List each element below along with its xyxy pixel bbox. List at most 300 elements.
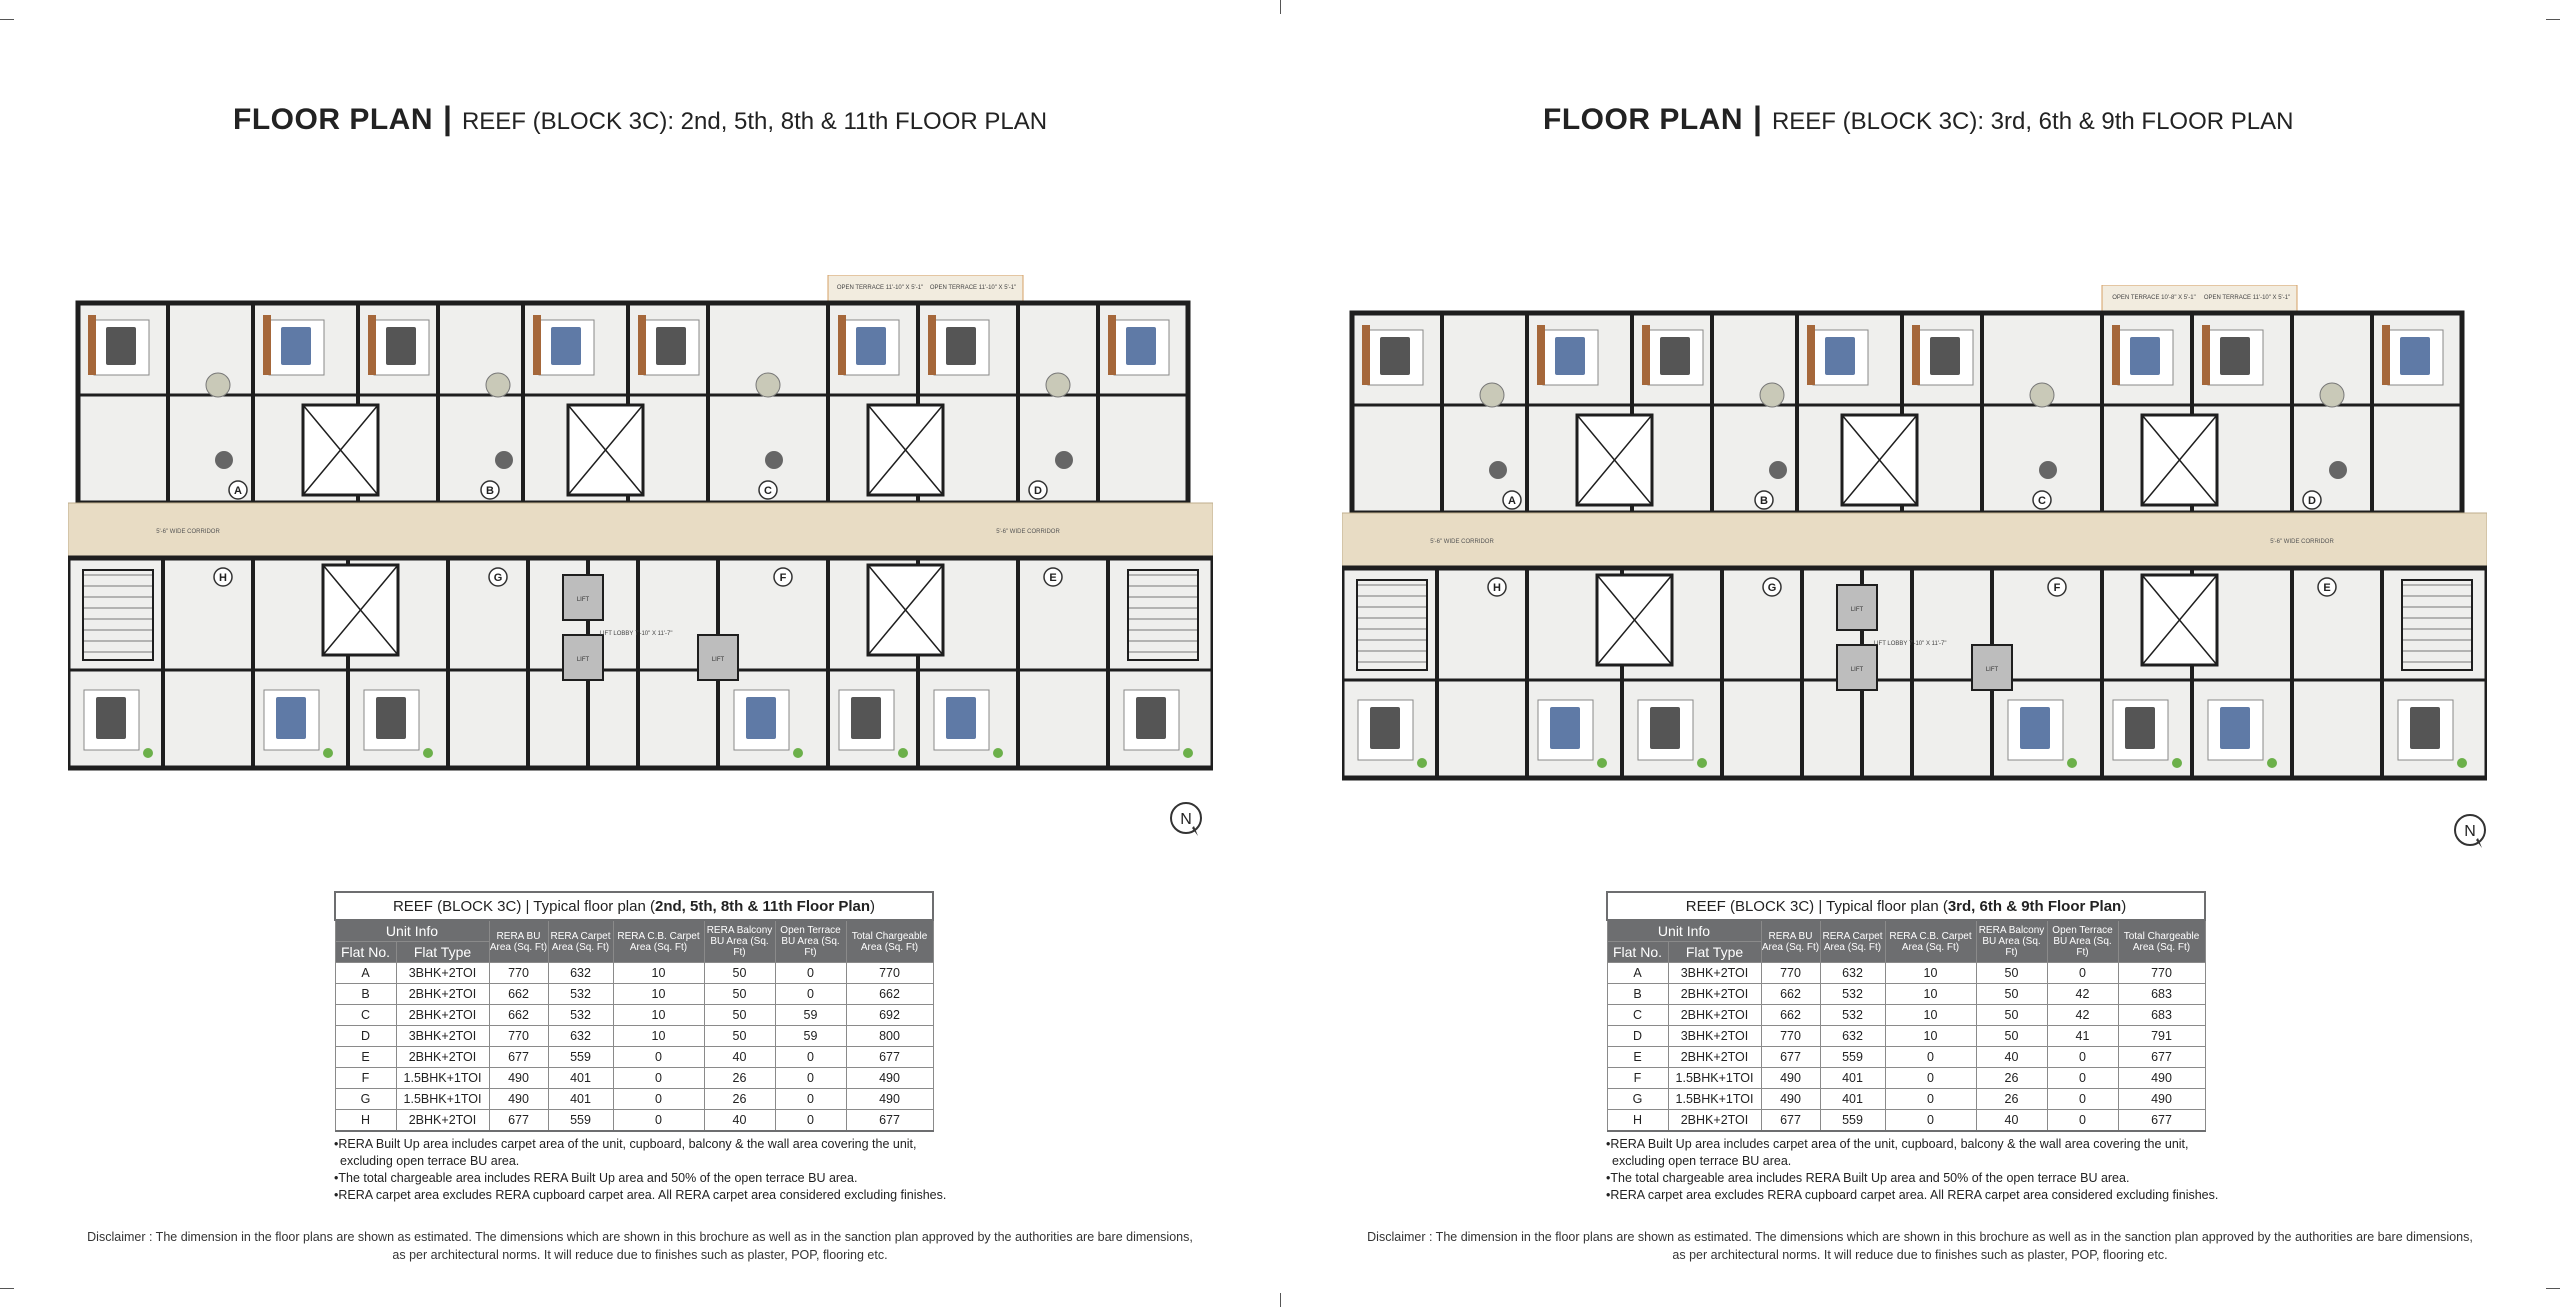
sofa (1055, 451, 1073, 469)
bed (1370, 707, 1400, 749)
table-cell: 632 (1820, 1026, 1885, 1047)
flat-label: C (764, 485, 772, 497)
caption-post: ) (870, 897, 876, 915)
wardrobe (2202, 325, 2210, 385)
corridor-label: 5'-6" WIDE CORRIDOR (2270, 539, 2334, 545)
table-cell: 770 (489, 963, 548, 984)
table-cell: 3BHK+2TOI (396, 963, 489, 984)
plan-drawing (68, 275, 1213, 768)
bed (2220, 337, 2250, 375)
lift-label: LIFT (576, 597, 590, 603)
table-cell: 0 (2047, 1089, 2118, 1110)
table-cell: 26 (704, 1089, 775, 1110)
disclaimer (50, 1228, 1230, 1264)
caption-pre: REEF (BLOCK 3C) | Typical floor plan ( (1685, 897, 1948, 915)
table-caption (1607, 892, 2205, 920)
plant (1417, 758, 1427, 768)
wardrobe (1108, 315, 1116, 375)
area-table (334, 891, 934, 1132)
table-cell: 1.5BHK+1TOI (1668, 1068, 1761, 1089)
table-cell: C (1607, 1005, 1668, 1026)
table-cell: 632 (1820, 963, 1885, 984)
sofa (215, 451, 233, 469)
table-cell: 0 (775, 1089, 846, 1110)
plant (793, 748, 803, 758)
north-label: N (1180, 811, 1192, 828)
plant (2172, 758, 2182, 768)
table-cell: E (335, 1047, 396, 1068)
table-cell: 559 (548, 1110, 613, 1132)
area-table (1606, 891, 2206, 1132)
bed (386, 327, 416, 365)
table-cell: 41 (2047, 1026, 2118, 1047)
flat-label: G (493, 572, 503, 584)
plant (2457, 758, 2467, 768)
header-total-chargeable: Total Chargeable Area (Sq. Ft) (2118, 920, 2205, 963)
table-cell: 0 (2047, 1068, 2118, 1089)
area-table-block (1606, 891, 2219, 1204)
wardrobe (1362, 325, 1370, 385)
table-cell: 3BHK+2TOI (396, 1026, 489, 1047)
table-cell: 770 (1761, 1026, 1820, 1047)
wardrobe (1807, 325, 1815, 385)
bed (946, 327, 976, 365)
table-cell: 3BHK+2TOI (1668, 963, 1761, 984)
table-cell: 1.5BHK+1TOI (396, 1068, 489, 1089)
north-label: N (2464, 823, 2476, 840)
bed (1660, 337, 1690, 375)
header-open-terrace: Open Terrace BU Area (Sq. Ft) (775, 920, 846, 963)
bed (2020, 707, 2050, 749)
page-title (233, 100, 1047, 137)
table-cell: 0 (775, 1110, 846, 1132)
table-cell: 683 (2118, 984, 2205, 1005)
unit-info-header: Unit Info (1607, 920, 1761, 942)
header-rera-balcony: RERA Balcony BU Area (Sq. Ft) (1976, 920, 2047, 963)
table-cell: 0 (775, 963, 846, 984)
table-row (335, 1110, 933, 1132)
table-cell: 59 (775, 1005, 846, 1026)
disclaimer-line: as per architectural norms. It will reduce due to finishes such as plaster, POP, flooring etc. (1672, 1248, 2168, 1262)
table-cell: 26 (1976, 1089, 2047, 1110)
flat-label: B (486, 485, 494, 497)
lift-lobby-label: LIFT LOBBY 7'-10" X 11'-7" (1873, 641, 1947, 647)
table-cell: 490 (846, 1068, 933, 1089)
caption-pre: REEF (BLOCK 3C) | Typical floor plan ( (392, 897, 655, 915)
plant (423, 748, 433, 758)
table-row (1607, 984, 2205, 1005)
bed (2130, 337, 2160, 375)
table-cell: B (1607, 984, 1668, 1005)
bed (656, 327, 686, 365)
table-cell: 2BHK+2TOI (396, 1005, 489, 1026)
table-row (335, 1089, 933, 1110)
flat-label: D (2308, 495, 2316, 507)
table-cell: 401 (1820, 1089, 1885, 1110)
flat-label: E (2323, 582, 2331, 594)
table-cell: 50 (1976, 1005, 2047, 1026)
table-cell: D (1607, 1026, 1668, 1047)
corridor-label: 5'-6" WIDE CORRIDOR (996, 529, 1060, 535)
table-cell: 770 (489, 1026, 548, 1047)
table-cell: 490 (1761, 1089, 1820, 1110)
table-cell: 26 (704, 1068, 775, 1089)
table-cell: B (335, 984, 396, 1005)
table-cell: 490 (489, 1068, 548, 1089)
unit-info-header: Unit Info (335, 920, 489, 942)
table-row (1607, 963, 2205, 984)
table-cell: 1.5BHK+1TOI (1668, 1089, 1761, 1110)
header-total-chargeable: Total Chargeable Area (Sq. Ft) (846, 920, 933, 963)
table-row (1607, 1026, 2205, 1047)
table-cell: 0 (1885, 1047, 1976, 1068)
table-cell: 677 (489, 1110, 548, 1132)
table-cell: 559 (548, 1047, 613, 1068)
dining-table (756, 373, 780, 397)
table-cell: 662 (846, 984, 933, 1005)
wardrobe (1537, 325, 1545, 385)
table-cell: 662 (489, 1005, 548, 1026)
bed (851, 697, 881, 739)
table-cell: 490 (2118, 1068, 2205, 1089)
lift-label: LIFT (1850, 667, 1864, 673)
north-arrow-icon (1168, 800, 1204, 836)
table-row (1607, 1068, 2205, 1089)
table-row (1607, 1110, 2205, 1132)
table-cell: A (1607, 963, 1668, 984)
plant (143, 748, 153, 758)
table-cell: 532 (1820, 984, 1885, 1005)
table-cell: 10 (1885, 1005, 1976, 1026)
table-notes (1606, 1136, 2219, 1204)
dining-table (1760, 383, 1784, 407)
bed (2400, 337, 2430, 375)
table-cell: 0 (2047, 963, 2118, 984)
note-line: •RERA Built Up area includes carpet area of the unit, cupboard, balcony & the wall area covering the unit, (1606, 1137, 2189, 1151)
bed (281, 327, 311, 365)
wardrobe (638, 315, 646, 375)
flat-label: F (2053, 582, 2061, 594)
flat-label: H (219, 572, 227, 584)
wardrobe (838, 315, 846, 375)
table-cell: 2BHK+2TOI (1668, 1005, 1761, 1026)
table-cell: 59 (775, 1026, 846, 1047)
table-cell: 1.5BHK+1TOI (396, 1089, 489, 1110)
bottom-units (1342, 568, 2487, 778)
table-cell: 0 (775, 984, 846, 1005)
bed (1650, 707, 1680, 749)
table-cell: 2BHK+2TOI (396, 984, 489, 1005)
dining-table (1480, 383, 1504, 407)
table-cell: 677 (2118, 1110, 2205, 1132)
plant (898, 748, 908, 758)
title-separator: | (443, 100, 452, 136)
header-rera-bu: RERA BU Area (Sq. Ft) (1761, 920, 1820, 963)
table-cell: C (335, 1005, 396, 1026)
table-cell: 0 (1885, 1089, 1976, 1110)
caption-floors: 2nd, 5th, 8th & 11th Floor Plan (655, 897, 871, 915)
table-cell: 677 (846, 1047, 933, 1068)
bed (1136, 697, 1166, 739)
dining-table (1046, 373, 1070, 397)
bed (376, 697, 406, 739)
table-row (335, 1026, 933, 1047)
table-cell: 2BHK+2TOI (1668, 1110, 1761, 1132)
dining-table (2030, 383, 2054, 407)
dining-table (206, 373, 230, 397)
lift-label: LIFT (1850, 607, 1864, 613)
table-cell: 10 (613, 984, 704, 1005)
corridor-label: 5'-6" WIDE CORRIDOR (156, 529, 220, 535)
bed (96, 697, 126, 739)
table-row (1607, 1089, 2205, 1110)
table-cell: 490 (846, 1089, 933, 1110)
disclaimer-line: Disclaimer : The dimension in the floor plans are shown as estimated. The dimensions which are shown in this brochure as well as in the sanction plan approved by the authorities are bare dimensions, (1367, 1230, 2473, 1244)
header-flat-type: Flat Type (396, 942, 489, 963)
table-cell: 2BHK+2TOI (1668, 1047, 1761, 1068)
table-cell: 770 (1761, 963, 1820, 984)
disclaimer-line: as per architectural norms. It will reduce due to finishes such as plaster, POP, flooring etc. (392, 1248, 888, 1262)
plant (1183, 748, 1193, 758)
plant (1597, 758, 1607, 768)
table-cell: H (1607, 1110, 1668, 1132)
table-cell: 0 (613, 1110, 704, 1132)
table-cell: 559 (1820, 1110, 1885, 1132)
table-cell: 770 (846, 963, 933, 984)
table-cell: 42 (2047, 1005, 2118, 1026)
floor-plan (1342, 285, 2487, 800)
table-cell: 662 (1761, 984, 1820, 1005)
table-cell: 0 (613, 1068, 704, 1089)
bed (1550, 707, 1580, 749)
table-cell: 2BHK+2TOI (396, 1110, 489, 1132)
sofa (1489, 461, 1507, 479)
header-rera-cb-carpet: RERA C.B. Carpet Area (Sq. Ft) (1885, 920, 1976, 963)
wardrobe (2382, 325, 2390, 385)
table-cell: 662 (489, 984, 548, 1005)
header-rera-carpet: RERA Carpet Area (Sq. Ft) (1820, 920, 1885, 963)
table-cell: 770 (2118, 963, 2205, 984)
plant (2267, 758, 2277, 768)
table-cell: 662 (1761, 1005, 1820, 1026)
table-row (335, 984, 933, 1005)
title-separator: | (1753, 100, 1762, 136)
flat-label: H (1493, 582, 1501, 594)
bed (551, 327, 581, 365)
table-cell: 40 (704, 1110, 775, 1132)
table-cell: 401 (548, 1089, 613, 1110)
wardrobe (1912, 325, 1920, 385)
bed (106, 327, 136, 365)
table-cell: 10 (613, 963, 704, 984)
area-table-block (334, 891, 947, 1204)
floor-plan (68, 275, 1213, 790)
table-cell: 42 (2047, 984, 2118, 1005)
table-cell: 0 (613, 1089, 704, 1110)
brochure-page-right (1280, 0, 2560, 1307)
header-rera-cb-carpet: RERA C.B. Carpet Area (Sq. Ft) (613, 920, 704, 963)
lift-label: LIFT (576, 657, 590, 663)
table-cell: 401 (1820, 1068, 1885, 1089)
bed (746, 697, 776, 739)
table-cell: 2BHK+2TOI (1668, 984, 1761, 1005)
table-cell: 683 (2118, 1005, 2205, 1026)
lift-label: LIFT (711, 657, 725, 663)
table-cell: 40 (704, 1047, 775, 1068)
table-cell: 692 (846, 1005, 933, 1026)
table-cell: 0 (1885, 1110, 1976, 1132)
title-main: FLOOR PLAN (233, 103, 433, 136)
plant (323, 748, 333, 758)
table-cell: E (1607, 1047, 1668, 1068)
table-cell: 677 (1761, 1047, 1820, 1068)
table-cell: A (335, 963, 396, 984)
table-row (1607, 1047, 2205, 1068)
bed (2125, 707, 2155, 749)
table-cell: 401 (548, 1068, 613, 1089)
table-cell: 50 (704, 1005, 775, 1026)
corridor-label: 5'-6" WIDE CORRIDOR (1430, 539, 1494, 545)
table-cell: 0 (775, 1068, 846, 1089)
sofa (1769, 461, 1787, 479)
table-cell: 10 (1885, 963, 1976, 984)
sofa (2329, 461, 2347, 479)
lift-lobby-label: LIFT LOBBY 7'-10" X 11'-7" (599, 631, 673, 637)
table-cell: 3BHK+2TOI (1668, 1026, 1761, 1047)
flat-label: A (234, 485, 242, 497)
flat-label: F (779, 572, 787, 584)
table-cell: 10 (1885, 984, 1976, 1005)
plan-drawing (1342, 285, 2487, 778)
bottom-units (68, 558, 1213, 768)
flat-label: B (1760, 495, 1768, 507)
table-notes (334, 1136, 947, 1204)
bed (1380, 337, 1410, 375)
note-line: excluding open terrace BU area. (340, 1154, 520, 1168)
table-cell: F (1607, 1068, 1668, 1089)
bed (1126, 327, 1156, 365)
table-cell: 800 (846, 1026, 933, 1047)
table-cell: 677 (1761, 1110, 1820, 1132)
plant (2067, 758, 2077, 768)
table-cell: 0 (613, 1047, 704, 1068)
wardrobe (263, 315, 271, 375)
table-cell: 40 (1976, 1047, 2047, 1068)
terrace-label: OPEN TERRACE 11'-10" X 5'-1" (836, 285, 924, 291)
flat-label: A (1508, 495, 1516, 507)
table-cell: 0 (2047, 1047, 2118, 1068)
table-cell: 490 (489, 1089, 548, 1110)
note-line: •The total chargeable area includes RERA Built Up area and 50% of the open terrace BU area. (334, 1171, 858, 1185)
header-flat-no: Flat No. (1607, 942, 1668, 963)
table-cell: 40 (1976, 1110, 2047, 1132)
dining-table (486, 373, 510, 397)
table-cell: 532 (1820, 1005, 1885, 1026)
table-cell: 10 (1885, 1026, 1976, 1047)
table-cell: 677 (2118, 1047, 2205, 1068)
note-line: •RERA carpet area excludes RERA cupboard carpet area. All RERA carpet area considered excluding finishes. (334, 1188, 947, 1202)
table-cell: 26 (1976, 1068, 2047, 1089)
table-row (1607, 1005, 2205, 1026)
table-cell: D (335, 1026, 396, 1047)
sofa (765, 451, 783, 469)
lift-label: LIFT (1985, 667, 1999, 673)
table-cell: F (335, 1068, 396, 1089)
wardrobe (368, 315, 376, 375)
table-cell: 559 (1820, 1047, 1885, 1068)
page-title (1543, 100, 2293, 137)
table-cell: 10 (613, 1026, 704, 1047)
table-row (335, 1068, 933, 1089)
table-row (335, 963, 933, 984)
plant (993, 748, 1003, 758)
bed (276, 697, 306, 739)
sofa (2039, 461, 2057, 479)
flat-label: G (1767, 582, 1777, 594)
title-subtitle: REEF (BLOCK 3C): 2nd, 5th, 8th & 11th FLOOR PLAN (461, 108, 1048, 135)
table-cell: G (1607, 1089, 1668, 1110)
wardrobe (2112, 325, 2120, 385)
bed (1825, 337, 1855, 375)
terrace-label: OPEN TERRACE 10'-8" X 5'-1" (2112, 295, 2196, 301)
table-cell: 490 (2118, 1089, 2205, 1110)
header-open-terrace: Open Terrace BU Area (Sq. Ft) (2047, 920, 2118, 963)
header-flat-type: Flat Type (1668, 942, 1761, 963)
wardrobe (533, 315, 541, 375)
table-cell: 50 (704, 963, 775, 984)
table-cell: 490 (1761, 1068, 1820, 1089)
note-line: •RERA carpet area excludes RERA cupboard carpet area. All RERA carpet area considered excluding finishes. (1606, 1188, 2219, 1202)
wardrobe (928, 315, 936, 375)
caption-floors: 3rd, 6th & 9th Floor Plan (1947, 897, 2122, 915)
table-cell: 532 (548, 984, 613, 1005)
table-cell: 2BHK+2TOI (396, 1047, 489, 1068)
caption-post: ) (2121, 897, 2127, 915)
table-cell: 0 (775, 1047, 846, 1068)
disclaimer-line: Disclaimer : The dimension in the floor plans are shown as estimated. The dimensions which are shown in this brochure as well as in the sanction plan approved by the authorities are bare dimensions, (87, 1230, 1193, 1244)
table-row (335, 1005, 933, 1026)
sofa (495, 451, 513, 469)
bed (1930, 337, 1960, 375)
table-cell: 632 (548, 963, 613, 984)
terrace-label: OPEN TERRACE 11'-10" X 5'-1" (929, 285, 1017, 291)
title-subtitle: REEF (BLOCK 3C): 3rd, 6th & 9th FLOOR PLAN (1771, 108, 2294, 135)
bed (946, 697, 976, 739)
table-cell: 677 (489, 1047, 548, 1068)
table-caption (335, 892, 933, 920)
table-cell: 50 (704, 984, 775, 1005)
bed (856, 327, 886, 365)
dining-table (2320, 383, 2344, 407)
north-arrow-icon (2452, 812, 2488, 848)
note-line: excluding open terrace BU area. (1612, 1154, 1792, 1168)
table-cell: G (335, 1089, 396, 1110)
flat-label: D (1034, 485, 1042, 497)
table-row (335, 1047, 933, 1068)
header-rera-carpet: RERA Carpet Area (Sq. Ft) (548, 920, 613, 963)
table-cell: 50 (704, 1026, 775, 1047)
bed (1555, 337, 1585, 375)
wardrobe (88, 315, 96, 375)
note-line: •The total chargeable area includes RERA Built Up area and 50% of the open terrace BU area. (1606, 1171, 2130, 1185)
table-cell: 50 (1976, 1026, 2047, 1047)
table-cell: 632 (548, 1026, 613, 1047)
plant (1697, 758, 1707, 768)
disclaimer (1330, 1228, 2510, 1264)
bed (2410, 707, 2440, 749)
table-cell: 0 (1885, 1068, 1976, 1089)
header-rera-bu: RERA BU Area (Sq. Ft) (489, 920, 548, 963)
